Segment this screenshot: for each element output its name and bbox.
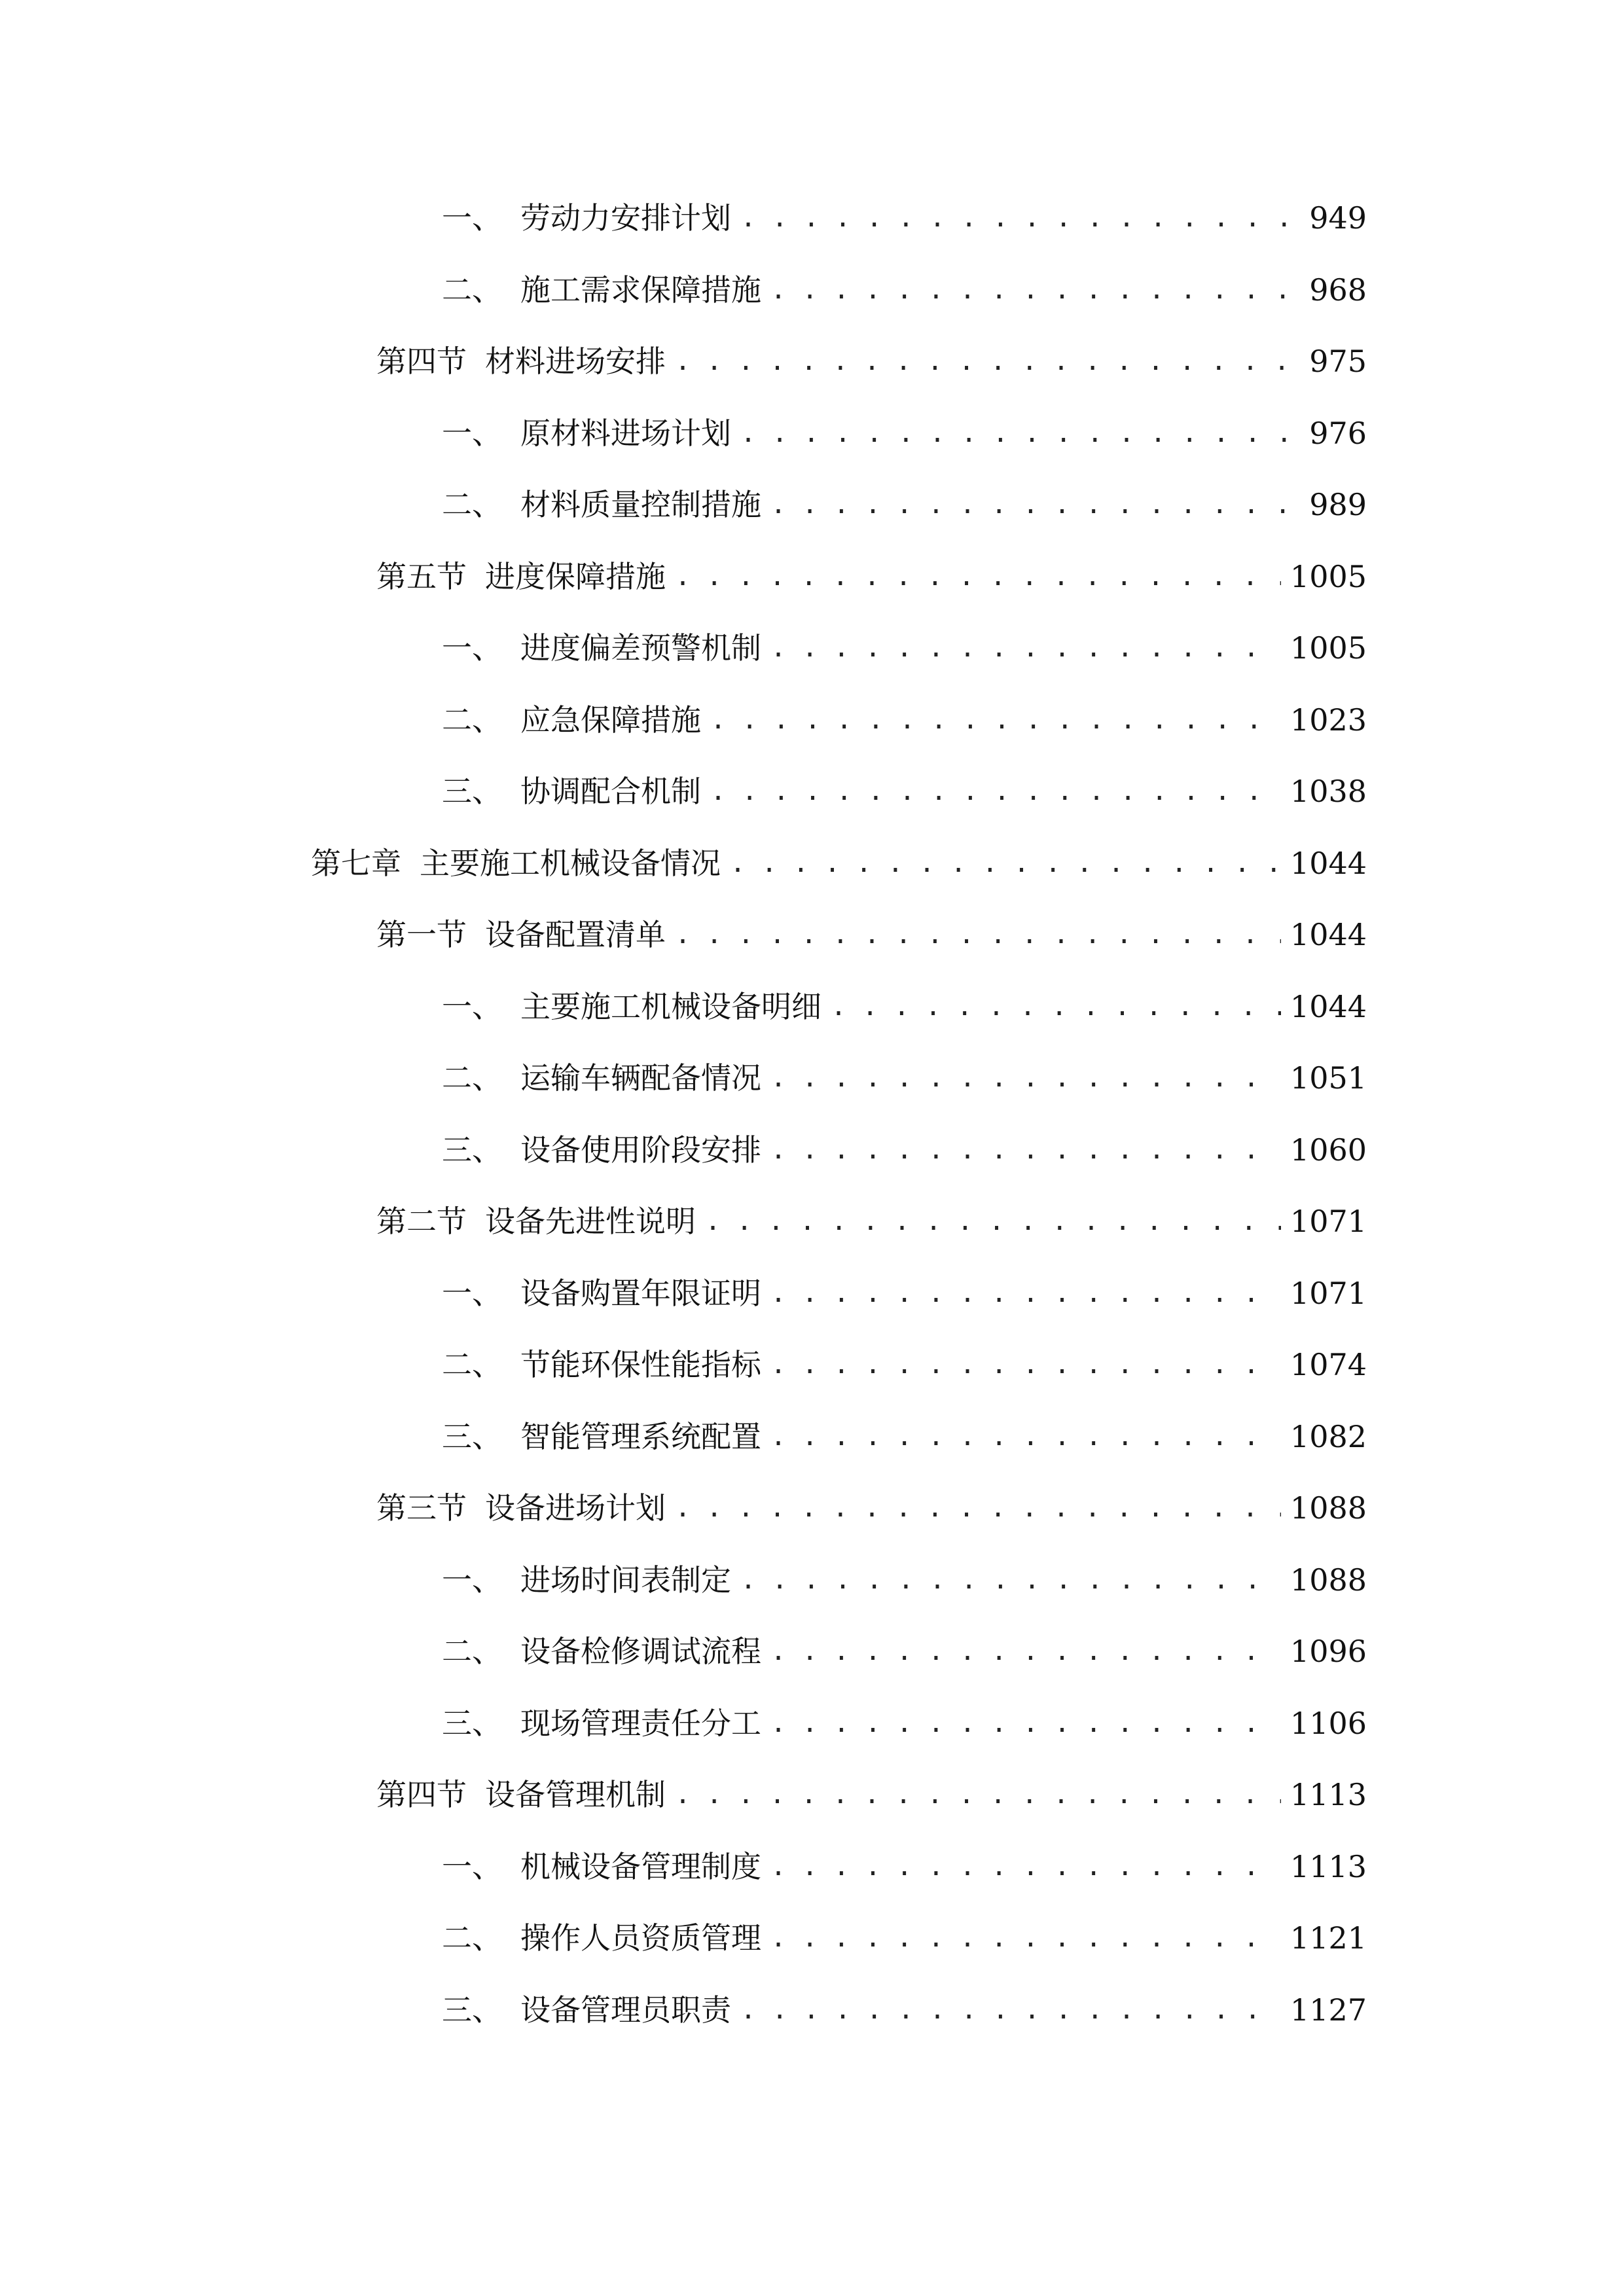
toc-entry-number: 第三节 bbox=[376, 1490, 467, 1526]
toc-entry-page-number: 989 bbox=[1309, 487, 1367, 522]
toc-entry[interactable] bbox=[376, 912, 1367, 958]
toc-entry-title: 劳动力安排计划 bbox=[520, 200, 731, 236]
toc-entry-page-number: 1051 bbox=[1290, 1060, 1367, 1096]
toc-entry-page-number: 1106 bbox=[1290, 1706, 1367, 1741]
toc-entry-title: 材料质量控制措施 bbox=[520, 487, 761, 522]
dot-leader bbox=[770, 267, 1292, 313]
dot-leader bbox=[770, 1915, 1281, 1961]
toc-entry-page-number: 1074 bbox=[1290, 1347, 1367, 1382]
toc-entry[interactable] bbox=[376, 1772, 1367, 1818]
dot-leader bbox=[675, 1485, 1281, 1531]
toc-entry-page-number: 1060 bbox=[1290, 1132, 1367, 1168]
toc-entry-number: 一、 bbox=[442, 200, 502, 236]
toc-entry-title: 设备管理机制 bbox=[485, 1777, 666, 1812]
toc-entry[interactable] bbox=[442, 267, 1367, 313]
toc-entry-title: 原材料进场计划 bbox=[520, 416, 731, 451]
toc-entry-title: 进场时间表制定 bbox=[520, 1562, 731, 1598]
toc-entry-number: 第四节 bbox=[376, 1777, 467, 1812]
dot-leader bbox=[770, 1270, 1281, 1316]
toc-entry-number: 一、 bbox=[442, 989, 502, 1024]
toc-entry-number: 第五节 bbox=[376, 559, 467, 594]
toc-entry-page-number: 1127 bbox=[1290, 1992, 1367, 2028]
toc-entry-page-number: 1071 bbox=[1290, 1276, 1367, 1311]
toc-entry-page-number: 1044 bbox=[1290, 989, 1367, 1024]
toc-entry-number: 第七章 bbox=[311, 846, 401, 881]
toc-entry[interactable] bbox=[442, 1915, 1367, 1961]
dot-leader bbox=[770, 1700, 1281, 1746]
toc-entry-title: 进度保障措施 bbox=[485, 559, 666, 594]
toc-entry-number: 二、 bbox=[442, 487, 502, 522]
toc-entry-page-number: 1044 bbox=[1290, 917, 1367, 952]
toc-entry[interactable] bbox=[442, 1270, 1367, 1316]
toc-entry-page-number: 1023 bbox=[1290, 702, 1367, 738]
toc-entry-title: 操作人员资质管理 bbox=[520, 1920, 761, 1956]
toc-entry[interactable] bbox=[442, 195, 1367, 241]
toc-entry-title: 设备进场计划 bbox=[485, 1490, 666, 1526]
dot-leader bbox=[740, 1987, 1281, 2033]
toc-entry-title: 设备配置清单 bbox=[485, 917, 666, 952]
dot-leader bbox=[710, 768, 1281, 814]
toc-entry-page-number: 949 bbox=[1309, 200, 1367, 236]
toc-entry-page-number: 976 bbox=[1309, 416, 1367, 451]
toc-entry-title: 机械设备管理制度 bbox=[520, 1849, 761, 1884]
dot-leader bbox=[770, 1342, 1281, 1388]
toc-entry-number: 二、 bbox=[442, 702, 502, 738]
toc-entry-title: 运输车辆配备情况 bbox=[520, 1060, 761, 1096]
toc-entry-number: 三、 bbox=[442, 774, 502, 809]
toc-entry-page-number: 1121 bbox=[1290, 1920, 1367, 1956]
dot-leader bbox=[740, 195, 1292, 241]
toc-entry[interactable] bbox=[442, 482, 1367, 528]
toc-entry[interactable] bbox=[442, 1987, 1367, 2033]
toc-entry-title: 节能环保性能指标 bbox=[520, 1347, 761, 1382]
dot-leader bbox=[770, 1844, 1281, 1890]
toc-entry-title: 应急保障措施 bbox=[520, 702, 701, 738]
toc-entry-page-number: 1113 bbox=[1290, 1777, 1367, 1812]
toc-entry-title: 设备使用阶段安排 bbox=[520, 1132, 761, 1168]
toc-entry-page-number: 1044 bbox=[1290, 846, 1367, 881]
toc-entry[interactable] bbox=[442, 1628, 1367, 1674]
toc-entry-title: 施工需求保障措施 bbox=[520, 272, 761, 308]
toc-entry-number: 第四节 bbox=[376, 344, 467, 379]
dot-leader bbox=[770, 1127, 1281, 1173]
toc-entry-number: 三、 bbox=[442, 1419, 502, 1454]
toc-entry-title: 智能管理系统配置 bbox=[520, 1419, 761, 1454]
toc-entry[interactable] bbox=[442, 984, 1367, 1030]
toc-entry-page-number: 1082 bbox=[1290, 1419, 1367, 1454]
toc-entry-number: 二、 bbox=[442, 1060, 502, 1096]
toc-entry-title: 现场管理责任分工 bbox=[520, 1706, 761, 1741]
toc-entry-title: 协调配合机制 bbox=[520, 774, 701, 809]
toc-entry[interactable] bbox=[376, 1485, 1367, 1531]
toc-entry-number: 一、 bbox=[442, 416, 502, 451]
toc-entry[interactable] bbox=[442, 697, 1367, 743]
toc-entry-number: 一、 bbox=[442, 1849, 502, 1884]
toc-entry[interactable] bbox=[442, 625, 1367, 671]
toc-entry-page-number: 1088 bbox=[1290, 1490, 1367, 1526]
toc-entry-page-number: 975 bbox=[1309, 344, 1367, 379]
toc-entry-number: 二、 bbox=[442, 1920, 502, 1956]
dot-leader bbox=[740, 1557, 1281, 1603]
dot-leader bbox=[675, 912, 1281, 958]
toc-entry[interactable] bbox=[442, 1414, 1367, 1460]
toc-entry[interactable] bbox=[376, 554, 1367, 600]
toc-entry-title: 设备先进性说明 bbox=[485, 1204, 696, 1239]
toc-entry[interactable] bbox=[442, 768, 1367, 814]
toc-entry-number: 二、 bbox=[442, 1634, 502, 1669]
toc-entry[interactable] bbox=[442, 1844, 1367, 1890]
toc-entry-number: 第二节 bbox=[376, 1204, 467, 1239]
toc-entry[interactable] bbox=[442, 1342, 1367, 1388]
toc-entry-title: 主要施工机械设备明细 bbox=[520, 989, 821, 1024]
toc-entry[interactable] bbox=[442, 410, 1367, 456]
toc-entry[interactable] bbox=[376, 1198, 1367, 1244]
toc-entry[interactable] bbox=[442, 1055, 1367, 1101]
dot-leader bbox=[705, 1198, 1281, 1244]
toc-entry-title: 进度偏差预警机制 bbox=[520, 630, 761, 666]
toc-entry[interactable] bbox=[311, 840, 1367, 886]
toc-entry-number: 三、 bbox=[442, 1992, 502, 2028]
dot-leader bbox=[730, 840, 1281, 886]
toc-entry-number: 三、 bbox=[442, 1706, 502, 1741]
toc-entry[interactable] bbox=[376, 338, 1367, 384]
toc-entry-number: 一、 bbox=[442, 1276, 502, 1311]
toc-entry-page-number: 1071 bbox=[1290, 1204, 1367, 1239]
dot-leader bbox=[675, 1772, 1281, 1818]
dot-leader bbox=[675, 338, 1292, 384]
toc-entry[interactable] bbox=[442, 1700, 1367, 1746]
dot-leader bbox=[770, 1628, 1281, 1674]
dot-leader bbox=[675, 554, 1281, 600]
toc-entry-page-number: 1005 bbox=[1290, 559, 1367, 594]
dot-leader bbox=[770, 1414, 1281, 1460]
toc-entry-number: 三、 bbox=[442, 1132, 502, 1168]
toc-entry-number: 一、 bbox=[442, 630, 502, 666]
toc-entry-title: 设备购置年限证明 bbox=[520, 1276, 761, 1311]
toc-entry-page-number: 968 bbox=[1309, 272, 1367, 308]
toc-entry[interactable] bbox=[442, 1557, 1367, 1603]
toc-entry-page-number: 1038 bbox=[1290, 774, 1367, 809]
dot-leader bbox=[770, 482, 1292, 528]
toc-entry-number: 二、 bbox=[442, 1347, 502, 1382]
toc-entry-page-number: 1005 bbox=[1290, 630, 1367, 666]
toc-entry-title: 主要施工机械设备情况 bbox=[420, 846, 721, 881]
toc-entry-number: 二、 bbox=[442, 272, 502, 308]
toc-entry-page-number: 1113 bbox=[1290, 1849, 1367, 1884]
toc-entry[interactable] bbox=[442, 1127, 1367, 1173]
dot-leader bbox=[831, 984, 1281, 1030]
toc-entry-number: 一、 bbox=[442, 1562, 502, 1598]
toc-entry-title: 材料进场安排 bbox=[485, 344, 666, 379]
toc-entry-title: 设备检修调试流程 bbox=[520, 1634, 761, 1669]
toc-entry-page-number: 1088 bbox=[1290, 1562, 1367, 1598]
dot-leader bbox=[740, 410, 1292, 456]
dot-leader bbox=[710, 697, 1281, 743]
dot-leader bbox=[770, 625, 1281, 671]
toc-entry-page-number: 1096 bbox=[1290, 1634, 1367, 1669]
toc-entry-number: 第一节 bbox=[376, 917, 467, 952]
dot-leader bbox=[770, 1055, 1281, 1101]
toc-entry-title: 设备管理员职责 bbox=[520, 1992, 731, 2028]
